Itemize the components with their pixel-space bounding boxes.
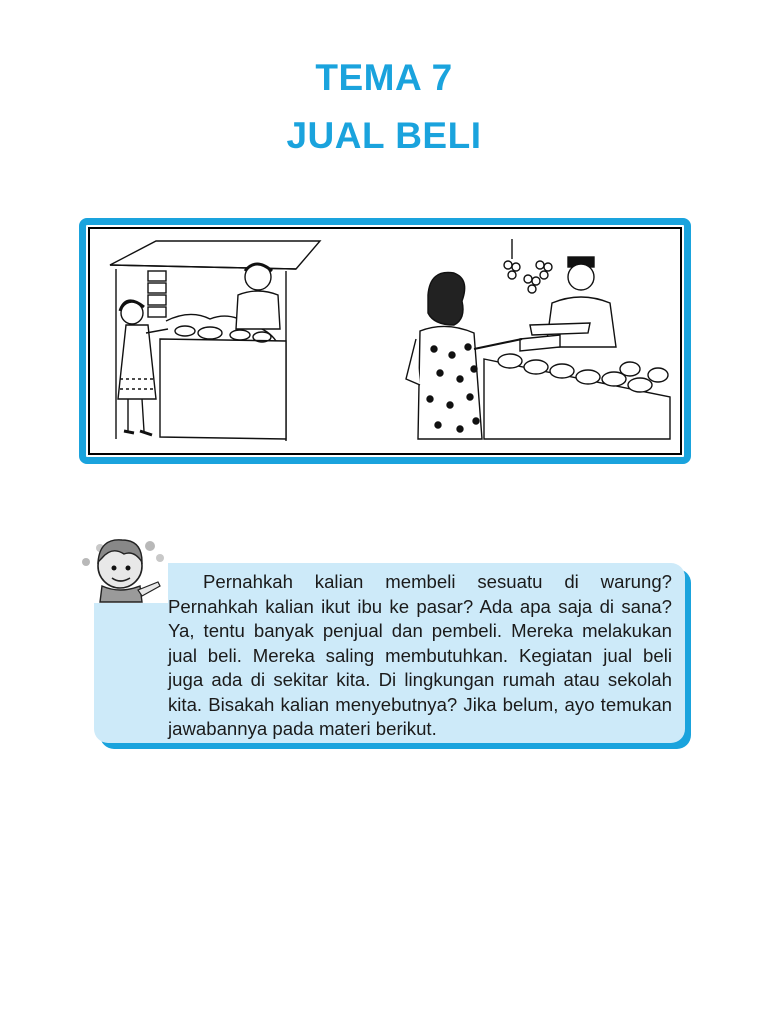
chapter-title: JUAL BELI (286, 115, 482, 156)
illustration-panel (88, 227, 682, 455)
intro-paragraph: Pernahkah kalian membeli sesuatu di warung? Pernahkah kalian ikut ibu ke pasar? Ada apa saja di sana? Ya, tentu banyak penjual dan pembeli. Mereka melakukan jual beli. Mereka saling membutuhkan. Kegiatan jual beli juga ada di sekitar kita. Di lingkungan rumah atau sekolah kita. Bisakah kalian menyebutnya? Jika belum, ayo temukan jawabannya pada materi berikut. (168, 571, 672, 739)
boy-mascot-pointing-icon (78, 528, 170, 604)
theme-number: TEMA 7 (315, 57, 453, 98)
market-illustration (90, 229, 682, 455)
girl-buying-at-stall-illustration (110, 241, 320, 441)
chapter-heading (0, 54, 768, 160)
illustration-frame (79, 218, 691, 464)
woman-buying-fruit-at-market-illustration (406, 239, 670, 439)
